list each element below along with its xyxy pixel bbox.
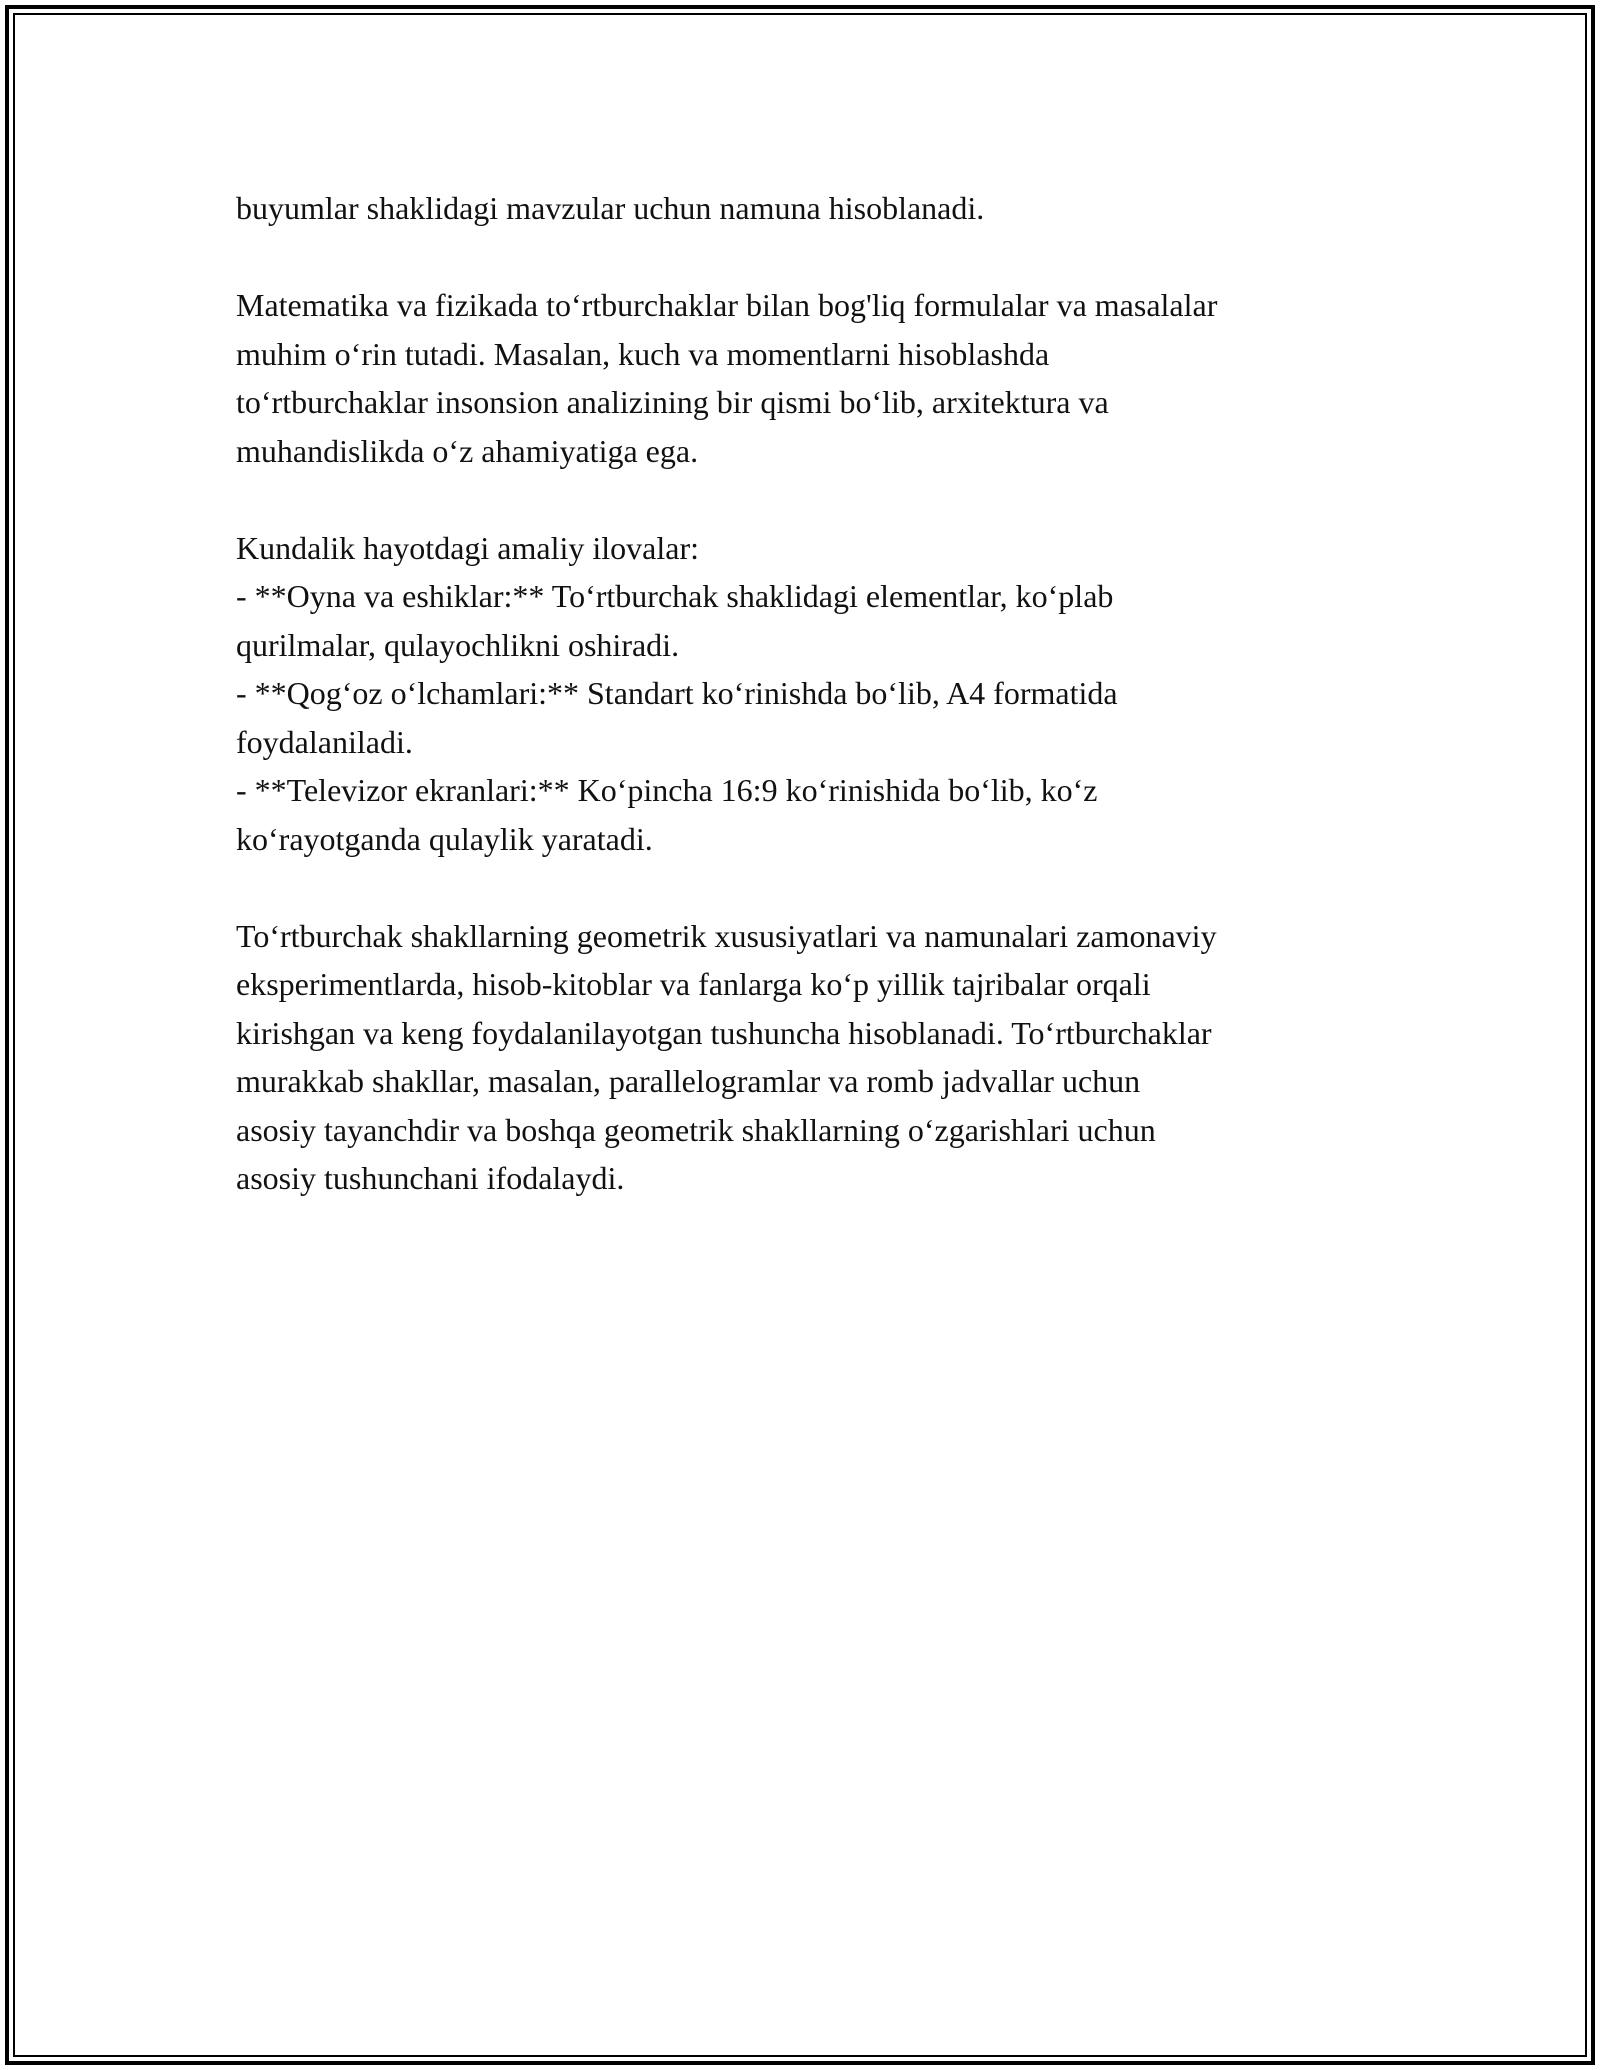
- text-line: muhandislikda o‘z ahamiyatiga ega.: [236, 432, 699, 469]
- text-line: to‘rtburchaklar insonsion analizining bir qismi bo‘lib, arxitektura va: [236, 384, 1109, 420]
- list-item-windows-doors: - **Oyna va eshiklar:** To‘rtburchak shaklidagi elementlar, ko‘plab: [236, 578, 1114, 614]
- list-item-paper-sizes-cont: foydalaniladi.: [236, 723, 413, 760]
- text-line: To‘rtburchak shakllarning geometrik xususiyatlari va namunalari zamonaviy: [236, 917, 1217, 954]
- text-line: asosiy tayanchdir va boshqa geometrik shakllarning o‘zgarishlari uchun: [236, 1111, 1156, 1148]
- paragraph-intro: [236, 184, 1396, 233]
- list-item-tv-screens: - **Televizor ekranlari:** Ko‘pincha 16:9 ko‘rinishida bo‘lib, ko‘z: [236, 772, 1098, 808]
- document-body: [236, 184, 1396, 1251]
- list-item-tv-screens-cont: ko‘rayotganda qulaylik yaratadi.: [236, 820, 653, 857]
- list-heading: Kundalik hayotdagi amaliy ilovalar:: [236, 529, 699, 566]
- paragraph-applications: [236, 524, 1396, 864]
- text-line: asosiy tushunchani ifodalaydi.: [236, 1160, 625, 1196]
- text-line: muhim o‘rin tutadi. Masalan, kuch va momentlarni hisoblashda: [236, 335, 1050, 372]
- text-line: kirishgan va keng foydalanilayotgan tushuncha hisoblanadi. To‘rtburchaklar: [236, 1014, 1212, 1051]
- text-line: buyumlar shaklidagi mavzular uchun namuna hisoblanadi.: [236, 190, 985, 226]
- list-item-paper-sizes: - **Qog‘oz o‘lchamlari:** Standart ko‘rinishda bo‘lib, A4 formatida: [236, 675, 1118, 711]
- paragraph-math-physics: [236, 281, 1396, 475]
- text-line: murakkab shakllar, masalan, parallelogramlar va romb jadvallar uchun: [236, 1063, 1141, 1099]
- text-line: Matematika va fizikada to‘rtburchaklar bilan bog'liq formulalar va masalalar: [236, 287, 1218, 323]
- paragraph-conclusion: [236, 912, 1396, 1203]
- text-line: eksperimentlarda, hisob-kitoblar va fanlarga ko‘p yillik tajribalar orqali: [236, 966, 1151, 1002]
- list-item-windows-doors-cont: qurilmalar, qulayochlikni oshiradi.: [236, 626, 680, 663]
